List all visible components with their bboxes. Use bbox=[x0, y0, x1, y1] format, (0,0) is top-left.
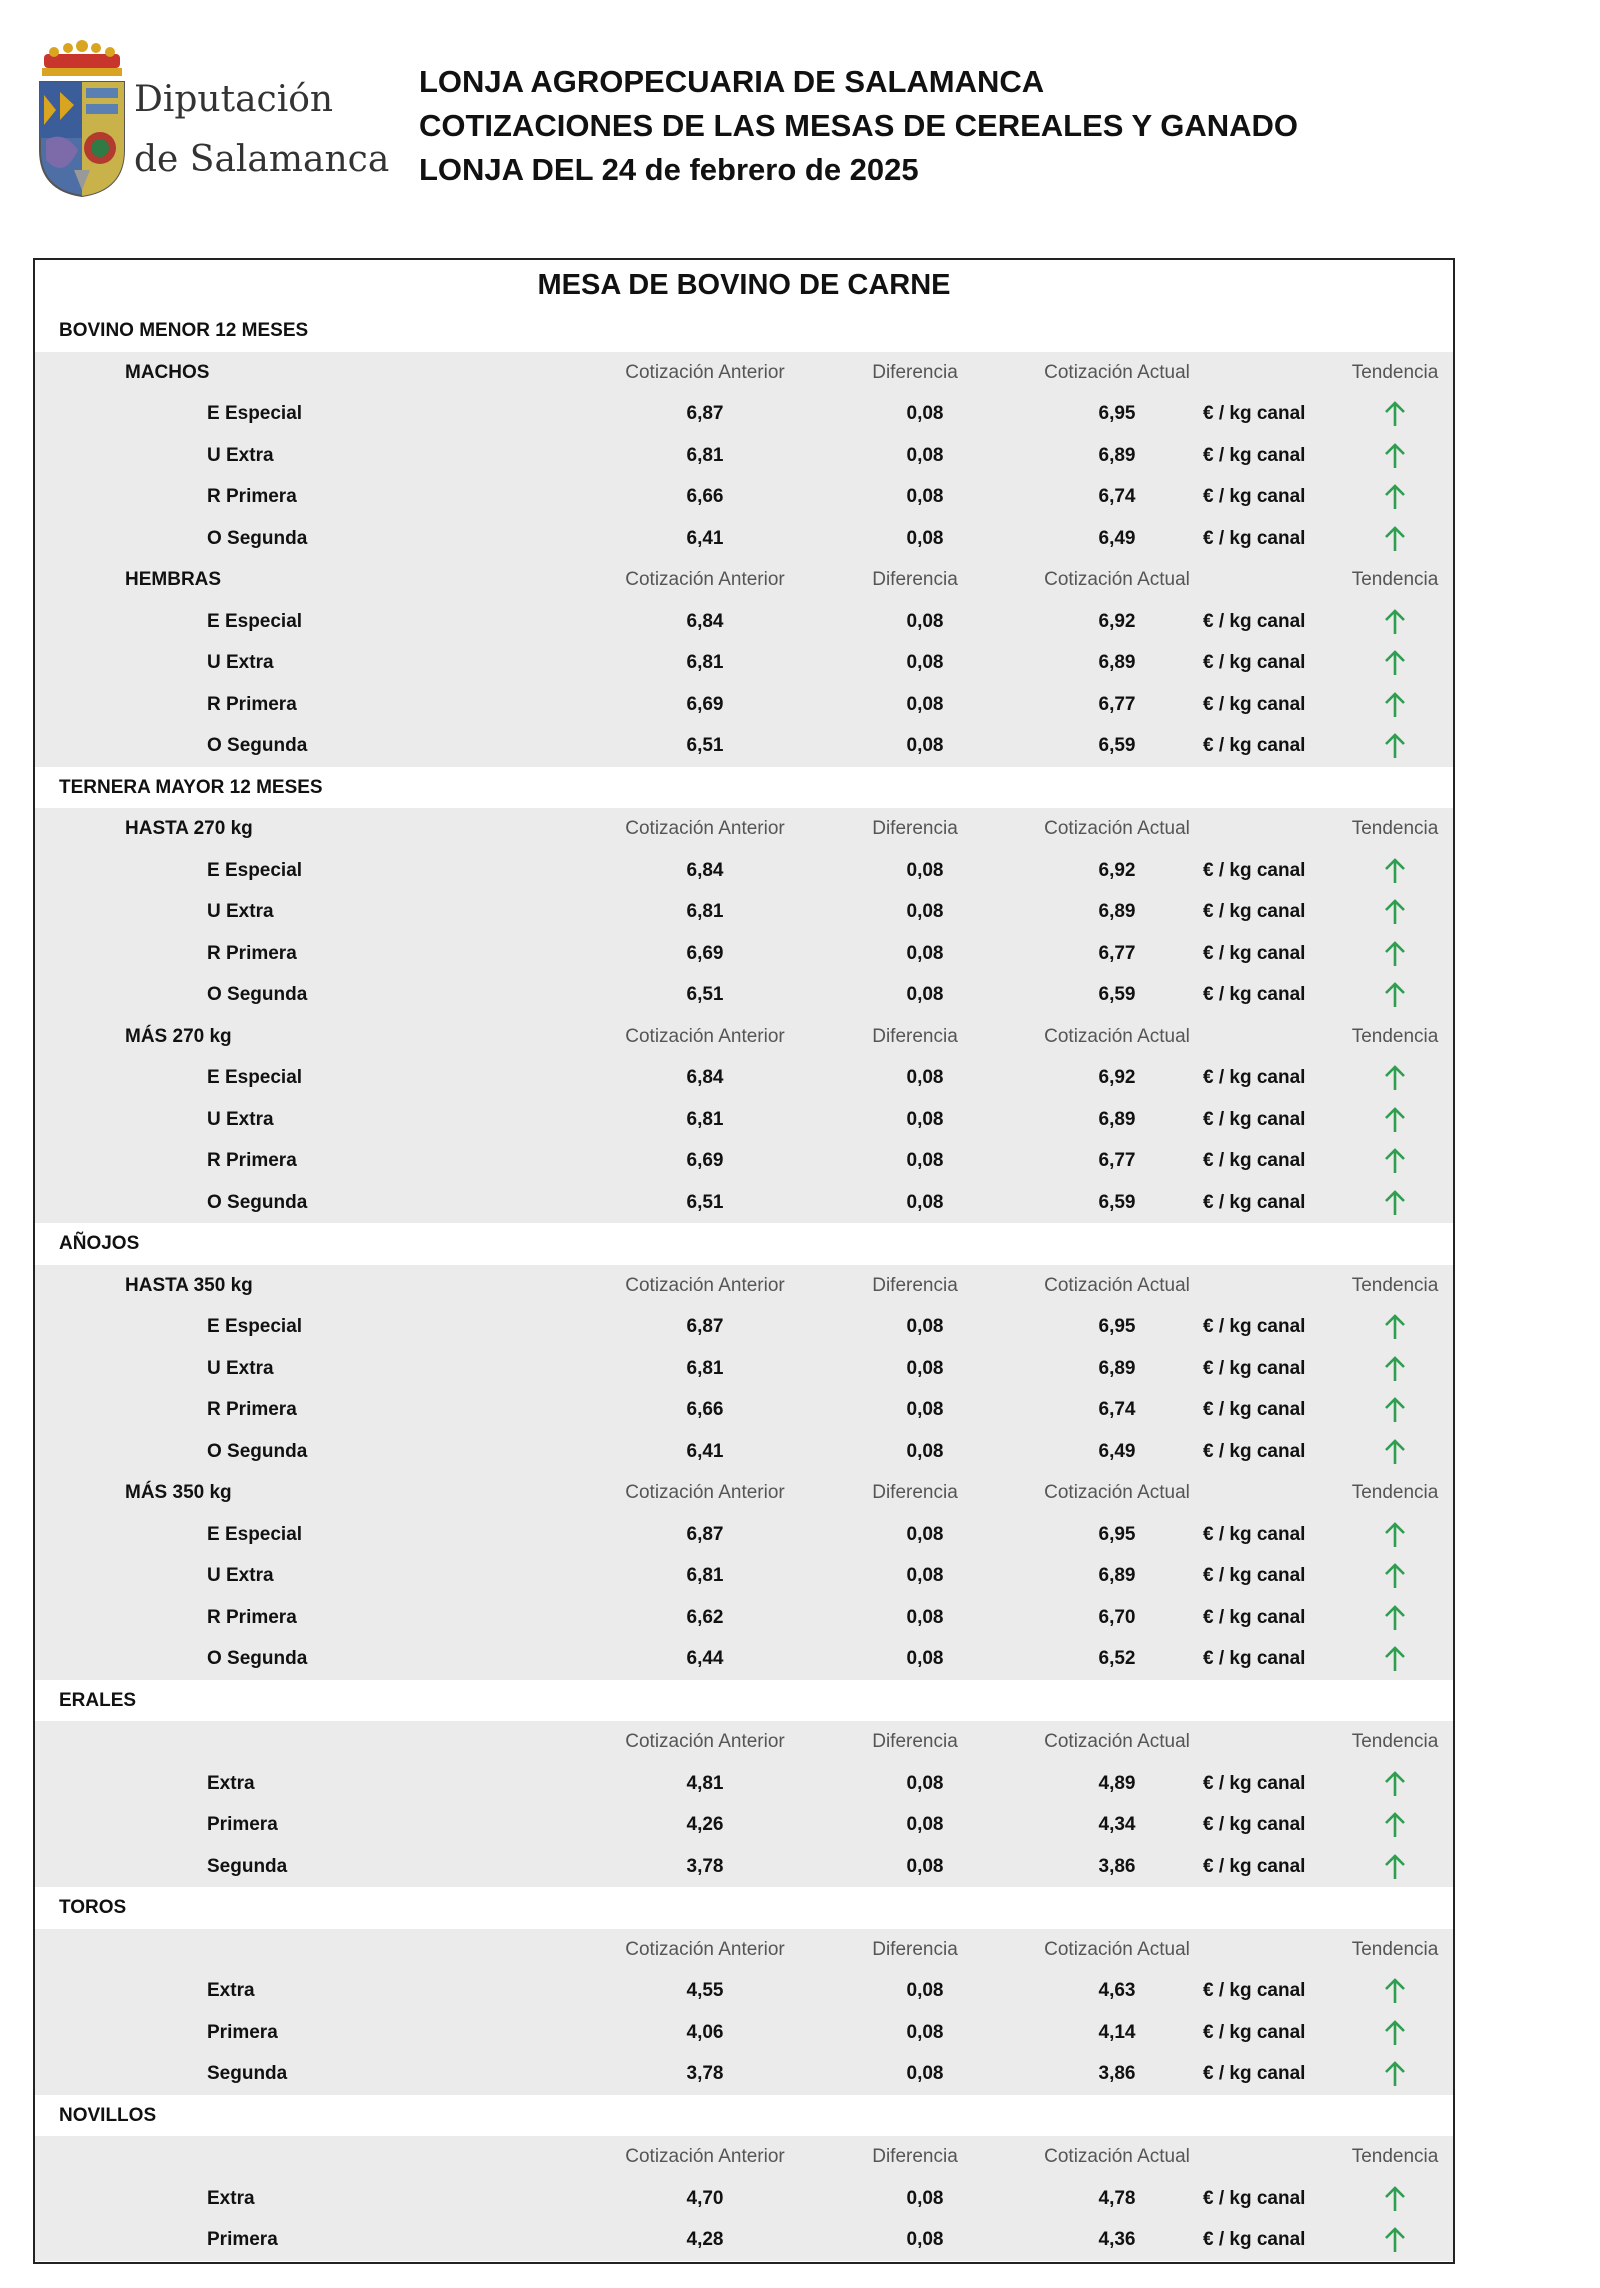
table-row bbox=[35, 1306, 1453, 1348]
price-anterior: 6,69 bbox=[686, 942, 724, 964]
price-anterior: 6,51 bbox=[686, 1191, 724, 1213]
grade-label: R Primera bbox=[207, 942, 297, 964]
col-header-anterior: Cotización Anterior bbox=[625, 361, 785, 383]
grade-label: Primera bbox=[207, 1814, 278, 1835]
price-actual: 6,89 bbox=[1098, 1565, 1136, 1586]
group-label: MÁS 270 kg bbox=[125, 1025, 232, 1047]
table-row bbox=[35, 476, 1453, 518]
grade-label: R Primera bbox=[207, 693, 297, 715]
price-unit: € / kg canal bbox=[1203, 901, 1306, 922]
col-header-anterior: Cotización Anterior bbox=[625, 1482, 785, 1503]
arrow-up-icon bbox=[1380, 684, 1414, 726]
col-header-tendencia: Tendencia bbox=[1351, 2146, 1439, 2167]
grade-label: Segunda bbox=[207, 1855, 288, 1877]
section-label: ERALES bbox=[59, 1689, 137, 1711]
arrow-up-icon bbox=[1380, 1389, 1414, 1431]
price-actual: 4,78 bbox=[1098, 2187, 1136, 2209]
grade-label: O Segunda bbox=[207, 527, 308, 549]
grade-label: Primera bbox=[207, 2021, 278, 2043]
price-anterior: 6,81 bbox=[686, 652, 724, 673]
col-header-diferencia: Diferencia bbox=[872, 1274, 958, 1296]
col-header-actual: Cotización Actual bbox=[1044, 818, 1190, 839]
grade-label: E Especial bbox=[207, 1067, 303, 1088]
col-header-anterior: Cotización Anterior bbox=[625, 569, 785, 590]
arrow-up-icon bbox=[1380, 725, 1414, 767]
arrow-up-icon bbox=[1380, 1597, 1414, 1639]
col-header-tendencia: Tendencia bbox=[1351, 818, 1439, 839]
price-unit: € / kg canal bbox=[1203, 1191, 1306, 1213]
col-header-diferencia: Diferencia bbox=[872, 1731, 958, 1752]
section-row bbox=[35, 1680, 1453, 1722]
price-unit: € / kg canal bbox=[1203, 735, 1306, 756]
section-label: BOVINO MENOR 12 MESES bbox=[59, 320, 309, 341]
arrow-up-icon bbox=[1380, 1763, 1414, 1805]
price-unit: € / kg canal bbox=[1203, 1523, 1306, 1545]
price-actual: 6,49 bbox=[1098, 1440, 1136, 1462]
price-table bbox=[33, 258, 1455, 2264]
col-header-diferencia: Diferencia bbox=[872, 1025, 958, 1047]
col-header-anterior: Cotización Anterior bbox=[625, 2146, 785, 2167]
col-header-anterior: Cotización Anterior bbox=[625, 818, 785, 839]
price-unit: € / kg canal bbox=[1203, 942, 1306, 964]
grade-label: O Segunda bbox=[207, 984, 308, 1005]
price-anterior: 4,26 bbox=[686, 1814, 724, 1835]
arrow-up-icon bbox=[1380, 1638, 1414, 1680]
price-actual: 6,74 bbox=[1098, 1399, 1136, 1420]
table-row bbox=[35, 891, 1453, 933]
grade-label: R Primera bbox=[207, 486, 297, 507]
price-diferencia: 0,08 bbox=[906, 652, 944, 673]
price-anterior: 6,44 bbox=[686, 1648, 724, 1669]
price-anterior: 4,70 bbox=[686, 2187, 724, 2209]
arrow-up-icon bbox=[1380, 435, 1414, 477]
grade-label: E Especial bbox=[207, 859, 303, 881]
price-actual: 6,92 bbox=[1098, 1067, 1136, 1088]
grade-label: U Extra bbox=[207, 1357, 274, 1379]
table-row bbox=[35, 1057, 1453, 1099]
arrow-up-icon bbox=[1380, 642, 1414, 684]
price-unit: € / kg canal bbox=[1203, 1855, 1306, 1877]
price-actual: 4,63 bbox=[1098, 1980, 1136, 2001]
grade-label: R Primera bbox=[207, 1399, 297, 1420]
arrow-up-icon bbox=[1380, 393, 1414, 435]
price-unit: € / kg canal bbox=[1203, 1606, 1306, 1628]
price-anterior: 6,81 bbox=[686, 901, 724, 922]
price-diferencia: 0,08 bbox=[906, 1606, 944, 1628]
price-anterior: 6,41 bbox=[686, 527, 724, 549]
price-actual: 3,86 bbox=[1098, 1855, 1136, 1877]
arrow-up-icon bbox=[1380, 1804, 1414, 1846]
table-row bbox=[35, 1348, 1453, 1390]
table-row bbox=[35, 1514, 1453, 1556]
price-actual: 6,89 bbox=[1098, 444, 1136, 466]
price-unit: € / kg canal bbox=[1203, 527, 1306, 549]
price-anterior: 6,69 bbox=[686, 1150, 724, 1171]
price-diferencia: 0,08 bbox=[906, 1357, 944, 1379]
price-diferencia: 0,08 bbox=[906, 610, 944, 632]
price-diferencia: 0,08 bbox=[906, 2229, 944, 2250]
grade-label: E Especial bbox=[207, 1316, 303, 1337]
table-row bbox=[35, 435, 1453, 477]
col-header-diferencia: Diferencia bbox=[872, 818, 958, 839]
title-line3: LONJA DEL 24 de febrero de 2025 bbox=[419, 152, 919, 187]
arrow-up-icon bbox=[1380, 1970, 1414, 2012]
col-header-actual: Cotización Actual bbox=[1044, 1482, 1190, 1503]
price-actual: 6,74 bbox=[1098, 486, 1136, 507]
table-row bbox=[35, 2178, 1453, 2220]
table-row bbox=[35, 1638, 1453, 1680]
table-row bbox=[35, 1140, 1453, 1182]
price-actual: 6,59 bbox=[1098, 984, 1136, 1005]
table-row bbox=[35, 725, 1453, 767]
col-header-anterior: Cotización Anterior bbox=[625, 1938, 785, 1960]
price-unit: € / kg canal bbox=[1203, 2021, 1306, 2043]
group-header-row bbox=[35, 352, 1453, 394]
arrow-up-icon bbox=[1380, 1140, 1414, 1182]
group-label: MÁS 350 kg bbox=[125, 1482, 232, 1503]
price-unit: € / kg canal bbox=[1203, 652, 1306, 673]
col-header-tendencia: Tendencia bbox=[1351, 1482, 1439, 1503]
price-actual: 4,89 bbox=[1098, 1772, 1136, 1794]
price-actual: 4,34 bbox=[1098, 1814, 1136, 1835]
table-row bbox=[35, 642, 1453, 684]
col-header-tendencia: Tendencia bbox=[1351, 361, 1439, 383]
section-row bbox=[35, 2095, 1453, 2137]
col-header-actual: Cotización Actual bbox=[1044, 1274, 1190, 1296]
price-diferencia: 0,08 bbox=[906, 1191, 944, 1213]
group-label: HASTA 270 kg bbox=[125, 818, 253, 839]
price-anterior: 4,28 bbox=[686, 2229, 724, 2250]
price-anterior: 6,81 bbox=[686, 444, 724, 466]
price-anterior: 4,81 bbox=[686, 1772, 724, 1794]
price-unit: € / kg canal bbox=[1203, 1357, 1306, 1379]
price-unit: € / kg canal bbox=[1203, 1316, 1306, 1337]
title-line1: LONJA AGROPECUARIA DE SALAMANCA bbox=[419, 64, 1045, 99]
price-diferencia: 0,08 bbox=[906, 1565, 944, 1586]
price-diferencia: 0,08 bbox=[906, 403, 944, 424]
arrow-up-icon bbox=[1380, 2053, 1414, 2095]
price-actual: 3,86 bbox=[1098, 2063, 1136, 2084]
arrow-up-icon bbox=[1380, 1182, 1414, 1224]
price-diferencia: 0,08 bbox=[906, 1150, 944, 1171]
price-actual: 6,52 bbox=[1098, 1648, 1136, 1669]
col-header-tendencia: Tendencia bbox=[1351, 569, 1439, 590]
section-row bbox=[35, 767, 1453, 809]
arrow-up-icon bbox=[1380, 974, 1414, 1016]
price-diferencia: 0,08 bbox=[906, 1440, 944, 1462]
price-unit: € / kg canal bbox=[1203, 1067, 1306, 1088]
section-label: TERNERA MAYOR 12 MESES bbox=[59, 776, 323, 798]
price-diferencia: 0,08 bbox=[906, 1980, 944, 2001]
arrow-up-icon bbox=[1380, 2219, 1414, 2261]
table-row bbox=[35, 1846, 1453, 1888]
price-actual: 6,95 bbox=[1098, 1523, 1136, 1545]
table-row bbox=[35, 2219, 1453, 2261]
arrow-up-icon bbox=[1380, 2178, 1414, 2220]
coat-of-arms-logo bbox=[34, 40, 130, 200]
table-row bbox=[35, 601, 1453, 643]
table-row bbox=[35, 1555, 1453, 1597]
price-diferencia: 0,08 bbox=[906, 1067, 944, 1088]
price-unit: € / kg canal bbox=[1203, 1108, 1306, 1130]
col-header-actual: Cotización Actual bbox=[1044, 569, 1190, 590]
logo-line2: de Salamanca bbox=[134, 139, 390, 180]
logo-line1: Diputación bbox=[134, 79, 334, 120]
grade-label: O Segunda bbox=[207, 735, 308, 756]
price-unit: € / kg canal bbox=[1203, 984, 1306, 1005]
grade-label: O Segunda bbox=[207, 1440, 308, 1462]
table-body bbox=[35, 310, 1453, 2261]
col-header-actual: Cotización Actual bbox=[1044, 2146, 1190, 2167]
price-actual: 6,59 bbox=[1098, 735, 1136, 756]
arrow-up-icon bbox=[1380, 933, 1414, 975]
table-row bbox=[35, 684, 1453, 726]
grade-label: U Extra bbox=[207, 1565, 274, 1586]
price-anterior: 6,84 bbox=[686, 859, 724, 881]
table-row bbox=[35, 850, 1453, 892]
price-actual: 4,14 bbox=[1098, 2021, 1136, 2043]
grade-label: Primera bbox=[207, 2229, 278, 2250]
arrow-up-icon bbox=[1380, 1514, 1414, 1556]
price-unit: € / kg canal bbox=[1203, 444, 1306, 466]
price-actual: 6,89 bbox=[1098, 652, 1136, 673]
table-row bbox=[35, 1804, 1453, 1846]
price-actual: 4,36 bbox=[1098, 2229, 1136, 2250]
price-actual: 6,49 bbox=[1098, 527, 1136, 549]
table-row bbox=[35, 1389, 1453, 1431]
grade-label: E Especial bbox=[207, 403, 303, 424]
price-unit: € / kg canal bbox=[1203, 1772, 1306, 1794]
price-anterior: 6,87 bbox=[686, 1316, 724, 1337]
price-diferencia: 0,08 bbox=[906, 1108, 944, 1130]
price-anterior: 6,51 bbox=[686, 735, 724, 756]
price-actual: 6,95 bbox=[1098, 1316, 1136, 1337]
price-actual: 6,89 bbox=[1098, 1108, 1136, 1130]
group-header-row bbox=[35, 1265, 1453, 1307]
price-diferencia: 0,08 bbox=[906, 859, 944, 881]
col-header-tendencia: Tendencia bbox=[1351, 1938, 1439, 1960]
price-diferencia: 0,08 bbox=[906, 2021, 944, 2043]
price-diferencia: 0,08 bbox=[906, 901, 944, 922]
grade-label: U Extra bbox=[207, 1108, 274, 1130]
col-header-actual: Cotización Actual bbox=[1044, 1025, 1190, 1047]
col-header-anterior: Cotización Anterior bbox=[625, 1731, 785, 1752]
arrow-up-icon bbox=[1380, 518, 1414, 560]
table-row bbox=[35, 1099, 1453, 1141]
price-unit: € / kg canal bbox=[1203, 1565, 1306, 1586]
price-unit: € / kg canal bbox=[1203, 610, 1306, 632]
price-diferencia: 0,08 bbox=[906, 1523, 944, 1545]
arrow-up-icon bbox=[1380, 1306, 1414, 1348]
price-anterior: 6,87 bbox=[686, 1523, 724, 1545]
document-titles bbox=[419, 60, 1298, 192]
table-title: MESA DE BOVINO DE CARNE bbox=[35, 260, 1453, 310]
price-unit: € / kg canal bbox=[1203, 1399, 1306, 1420]
table-row bbox=[35, 1763, 1453, 1805]
price-anterior: 6,62 bbox=[686, 1606, 724, 1628]
price-diferencia: 0,08 bbox=[906, 2063, 944, 2084]
section-label: NOVILLOS bbox=[59, 2104, 157, 2126]
price-unit: € / kg canal bbox=[1203, 1440, 1306, 1462]
price-actual: 6,95 bbox=[1098, 403, 1136, 424]
price-diferencia: 0,08 bbox=[906, 1855, 944, 1877]
grade-label: E Especial bbox=[207, 1523, 303, 1545]
arrow-up-icon bbox=[1380, 1431, 1414, 1473]
arrow-up-icon bbox=[1380, 891, 1414, 933]
page-header bbox=[0, 0, 1600, 250]
table-row bbox=[35, 933, 1453, 975]
col-header-actual: Cotización Actual bbox=[1044, 361, 1190, 383]
price-diferencia: 0,08 bbox=[906, 942, 944, 964]
price-diferencia: 0,08 bbox=[906, 527, 944, 549]
price-anterior: 6,66 bbox=[686, 486, 724, 507]
section-row bbox=[35, 310, 1453, 352]
arrow-up-icon bbox=[1380, 1555, 1414, 1597]
price-anterior: 4,55 bbox=[686, 1980, 724, 2001]
col-header-anterior: Cotización Anterior bbox=[625, 1025, 785, 1047]
col-header-anterior: Cotización Anterior bbox=[625, 1274, 785, 1296]
table-row bbox=[35, 2012, 1453, 2054]
col-header-diferencia: Diferencia bbox=[872, 2146, 958, 2167]
price-anterior: 3,78 bbox=[686, 2063, 724, 2084]
grade-label: O Segunda bbox=[207, 1191, 308, 1213]
table-row bbox=[35, 1970, 1453, 2012]
arrow-up-icon bbox=[1380, 1057, 1414, 1099]
arrow-up-icon bbox=[1380, 850, 1414, 892]
price-unit: € / kg canal bbox=[1203, 2229, 1306, 2250]
grade-label: E Especial bbox=[207, 610, 303, 632]
section-label: AÑOJOS bbox=[59, 1233, 140, 1254]
price-diferencia: 0,08 bbox=[906, 1814, 944, 1835]
arrow-up-icon bbox=[1380, 1099, 1414, 1141]
logo-text bbox=[134, 78, 389, 182]
group-header-row bbox=[35, 559, 1453, 601]
grade-label: U Extra bbox=[207, 652, 274, 673]
group-header-row bbox=[35, 1016, 1453, 1058]
grade-label: R Primera bbox=[207, 1606, 297, 1628]
price-actual: 6,59 bbox=[1098, 1191, 1136, 1213]
col-header-diferencia: Diferencia bbox=[872, 1482, 958, 1503]
grade-label: R Primera bbox=[207, 1150, 297, 1171]
price-actual: 6,92 bbox=[1098, 859, 1136, 881]
col-header-tendencia: Tendencia bbox=[1351, 1731, 1439, 1752]
price-anterior: 6,51 bbox=[686, 984, 724, 1005]
section-row bbox=[35, 1223, 1453, 1265]
price-anterior: 4,06 bbox=[686, 2021, 724, 2043]
price-actual: 6,77 bbox=[1098, 1150, 1136, 1171]
price-unit: € / kg canal bbox=[1203, 1814, 1306, 1835]
price-actual: 6,77 bbox=[1098, 693, 1136, 715]
group-header-row bbox=[35, 2136, 1453, 2178]
group-header-row bbox=[35, 808, 1453, 850]
table-row bbox=[35, 1431, 1453, 1473]
col-header-tendencia: Tendencia bbox=[1351, 1025, 1439, 1047]
price-actual: 6,70 bbox=[1098, 1606, 1136, 1628]
grade-label: Extra bbox=[207, 2187, 255, 2209]
price-diferencia: 0,08 bbox=[906, 693, 944, 715]
col-header-tendencia: Tendencia bbox=[1351, 1274, 1439, 1296]
table-row bbox=[35, 518, 1453, 560]
section-row bbox=[35, 1887, 1453, 1929]
grade-label: Extra bbox=[207, 1772, 255, 1794]
grade-label: Extra bbox=[207, 1980, 255, 2001]
table-row bbox=[35, 393, 1453, 435]
price-unit: € / kg canal bbox=[1203, 693, 1306, 715]
group-header-row bbox=[35, 1472, 1453, 1514]
price-diferencia: 0,08 bbox=[906, 1316, 944, 1337]
price-diferencia: 0,08 bbox=[906, 1648, 944, 1669]
price-anterior: 6,81 bbox=[686, 1565, 724, 1586]
title-line2: COTIZACIONES DE LAS MESAS DE CEREALES Y GANADO bbox=[419, 108, 1299, 143]
price-actual: 6,89 bbox=[1098, 1357, 1136, 1379]
price-unit: € / kg canal bbox=[1203, 403, 1306, 424]
table-row bbox=[35, 1182, 1453, 1224]
price-anterior: 6,81 bbox=[686, 1357, 724, 1379]
col-header-diferencia: Diferencia bbox=[872, 569, 958, 590]
price-unit: € / kg canal bbox=[1203, 859, 1306, 881]
price-anterior: 6,84 bbox=[686, 1067, 724, 1088]
col-header-diferencia: Diferencia bbox=[872, 1938, 958, 1960]
group-label: HASTA 350 kg bbox=[125, 1274, 253, 1296]
price-actual: 6,92 bbox=[1098, 610, 1136, 632]
price-unit: € / kg canal bbox=[1203, 486, 1306, 507]
arrow-up-icon bbox=[1380, 476, 1414, 518]
price-anterior: 6,81 bbox=[686, 1108, 724, 1130]
arrow-up-icon bbox=[1380, 1348, 1414, 1390]
group-label: HEMBRAS bbox=[125, 569, 222, 590]
group-label: MACHOS bbox=[125, 361, 210, 383]
grade-label: Segunda bbox=[207, 2063, 288, 2084]
col-header-actual: Cotización Actual bbox=[1044, 1938, 1190, 1960]
price-diferencia: 0,08 bbox=[906, 735, 944, 756]
col-header-actual: Cotización Actual bbox=[1044, 1731, 1190, 1752]
price-anterior: 3,78 bbox=[686, 1855, 724, 1877]
price-unit: € / kg canal bbox=[1203, 2063, 1306, 2084]
section-label: TOROS bbox=[59, 1897, 127, 1918]
price-diferencia: 0,08 bbox=[906, 984, 944, 1005]
arrow-up-icon bbox=[1380, 1846, 1414, 1888]
arrow-up-icon bbox=[1380, 2012, 1414, 2054]
arrow-up-icon bbox=[1380, 601, 1414, 643]
price-anterior: 6,66 bbox=[686, 1399, 724, 1420]
price-anterior: 6,87 bbox=[686, 403, 724, 424]
price-actual: 6,77 bbox=[1098, 942, 1136, 964]
price-anterior: 6,41 bbox=[686, 1440, 724, 1462]
price-diferencia: 0,08 bbox=[906, 486, 944, 507]
price-unit: € / kg canal bbox=[1203, 2187, 1306, 2209]
group-header-row bbox=[35, 1929, 1453, 1971]
table-row bbox=[35, 974, 1453, 1016]
price-anterior: 6,69 bbox=[686, 693, 724, 715]
price-diferencia: 0,08 bbox=[906, 2187, 944, 2209]
table-row bbox=[35, 2053, 1453, 2095]
table-row bbox=[35, 1597, 1453, 1639]
col-header-diferencia: Diferencia bbox=[872, 361, 958, 383]
price-unit: € / kg canal bbox=[1203, 1150, 1306, 1171]
price-unit: € / kg canal bbox=[1203, 1980, 1306, 2001]
price-unit: € / kg canal bbox=[1203, 1648, 1306, 1669]
price-diferencia: 0,08 bbox=[906, 444, 944, 466]
price-actual: 6,89 bbox=[1098, 901, 1136, 922]
grade-label: U Extra bbox=[207, 444, 274, 466]
price-anterior: 6,84 bbox=[686, 610, 724, 632]
price-diferencia: 0,08 bbox=[906, 1772, 944, 1794]
price-diferencia: 0,08 bbox=[906, 1399, 944, 1420]
grade-label: U Extra bbox=[207, 901, 274, 922]
grade-label: O Segunda bbox=[207, 1648, 308, 1669]
group-header-row bbox=[35, 1721, 1453, 1763]
